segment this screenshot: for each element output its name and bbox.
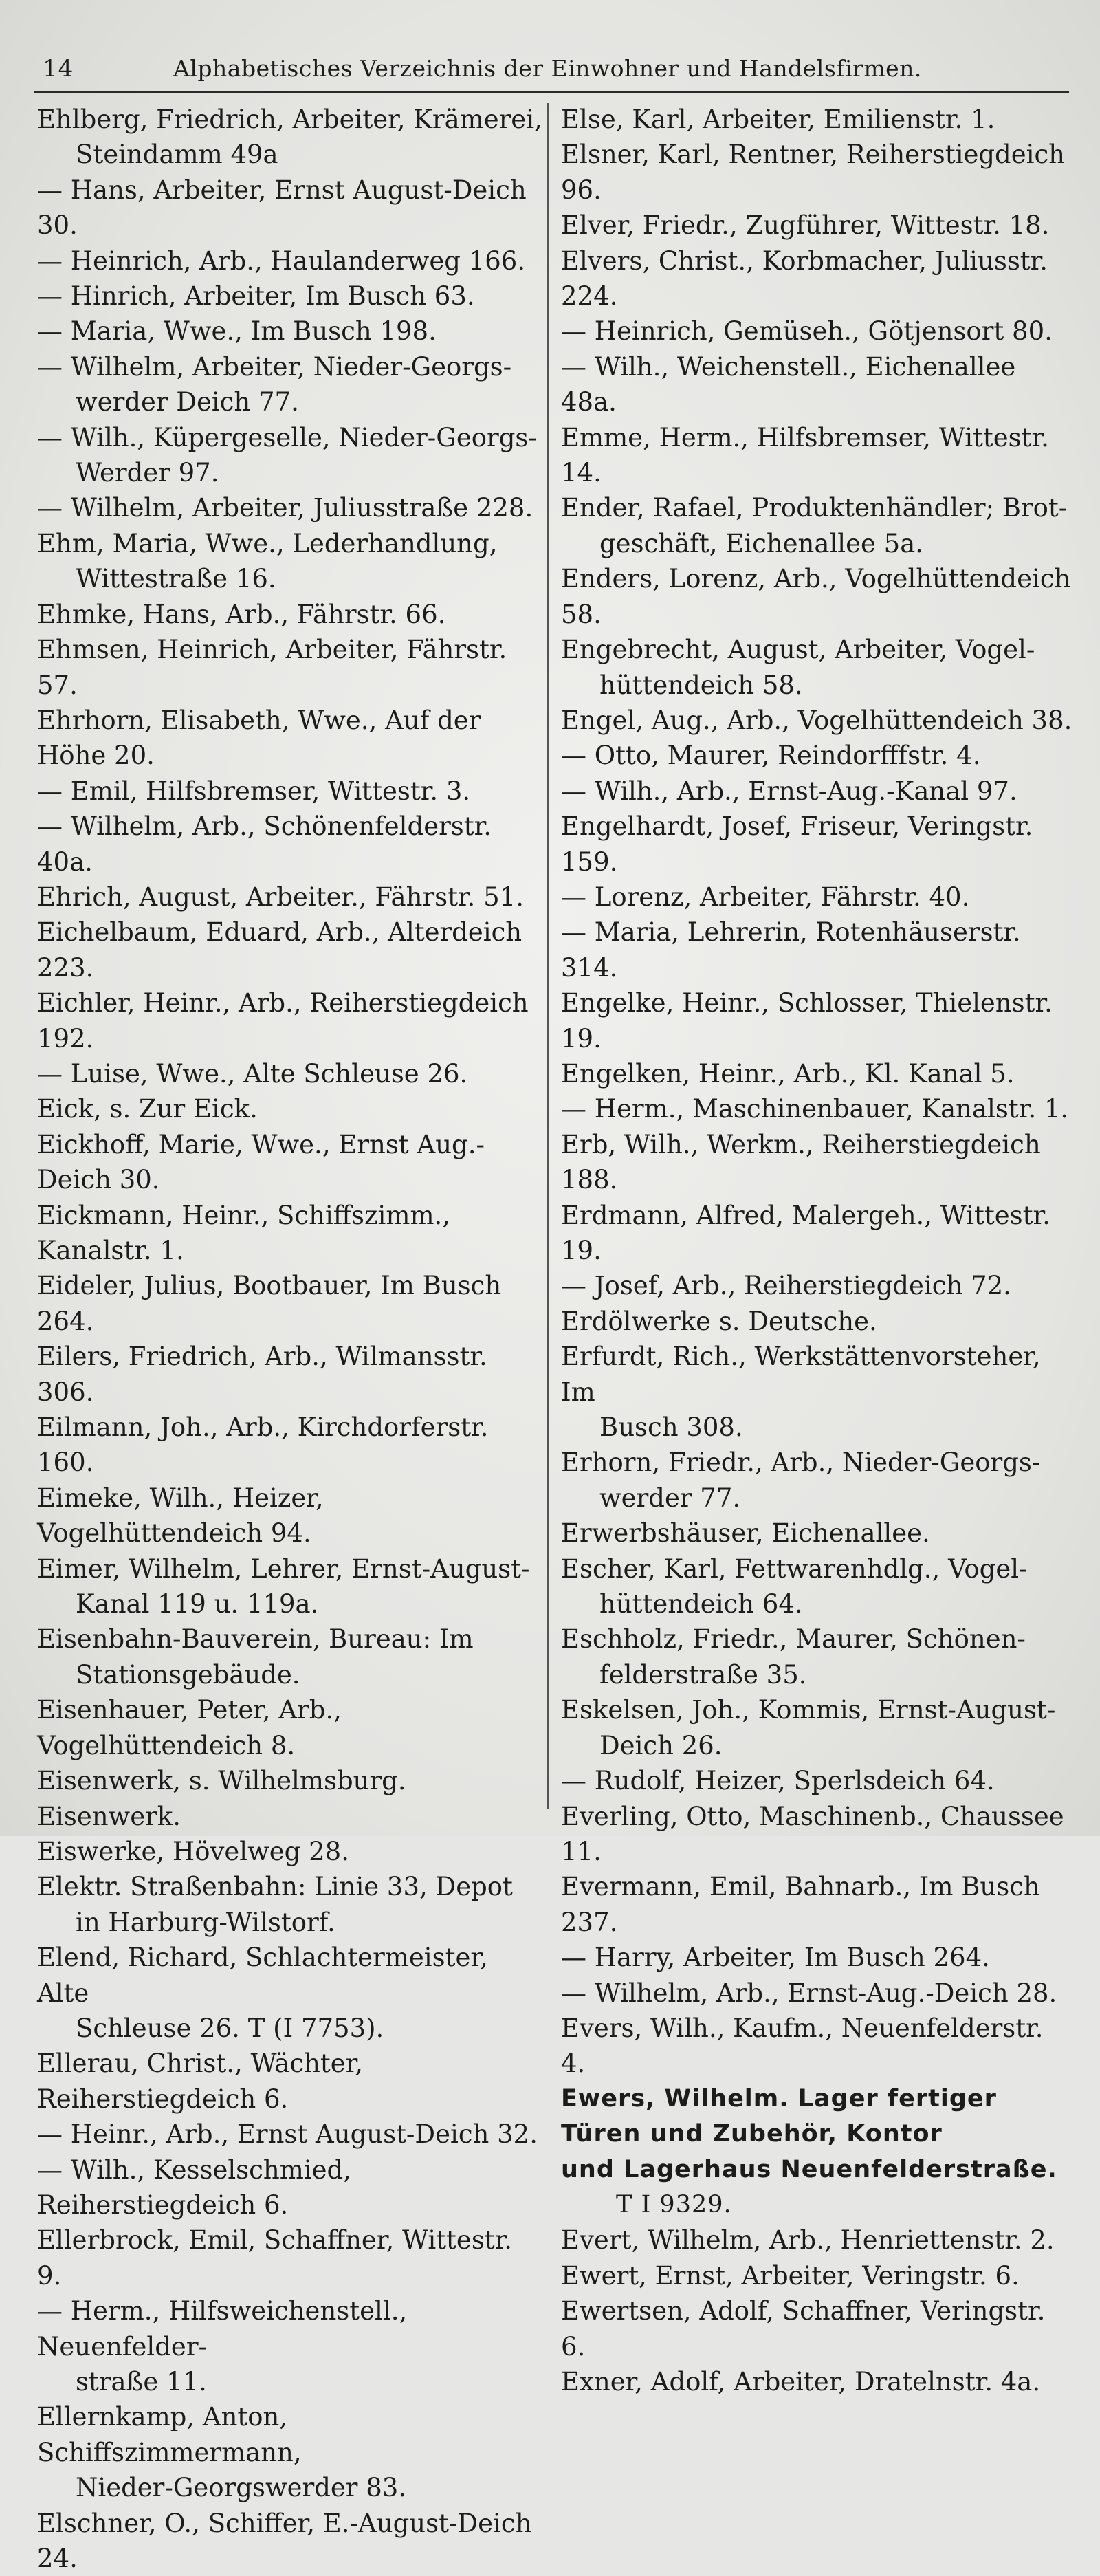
directory-entry — [37, 314, 543, 349]
directory-entry — [561, 1940, 1074, 1975]
directory-entry — [37, 2399, 543, 2505]
entry-line: Eimeke, Wilh., Heizer, Vogelhüttendeich 94. — [37, 1483, 324, 1549]
entry-line: Eiswerke, Hövelweg 28. — [37, 1836, 349, 1866]
entry-line: Elvers, Christ., Korbmacher, Juliusstr. 224. — [561, 245, 1048, 312]
entry-line: Engelhardt, Josef, Friseur, Veringstr. 159. — [561, 811, 1033, 877]
directory-entry — [37, 915, 543, 985]
entry-line: Erdmann, Alfred, Malergeh., Wittestr. 19. — [561, 1200, 1050, 1265]
directory-entry — [561, 1339, 1074, 1445]
directory-entry — [37, 774, 543, 809]
entry-line: — Lorenz, Arbeiter, Fährstr. 40. — [561, 882, 970, 912]
entry-line: Engelken, Heinr., Arb., Kl. Kanal 5. — [561, 1058, 1015, 1089]
directory-entry — [561, 915, 1074, 985]
directory-entry — [561, 2364, 1074, 2399]
entry-continuation: straße 11. — [76, 2367, 207, 2397]
advertisement-ewers — [561, 2082, 1074, 2223]
entry-line: — Maria, Lehrerin, Rotenhäuserstr. 314. — [561, 917, 1021, 983]
directory-entry — [561, 1268, 1074, 1303]
entry-line: Enders, Lorenz, Arb., Vogelhüttendeich 58. — [561, 564, 1071, 629]
advert-line: Ewers, Wilhelm. Lager fertiger — [561, 2084, 997, 2113]
entry-continuation: hüttendeich 58. — [600, 670, 803, 700]
entry-line: Exner, Adolf, Arbeiter, Dratelnstr. 4a. — [561, 2367, 1041, 2397]
advert-phone: T I 9329. — [616, 2190, 732, 2218]
entry-line: Ehrhorn, Elisabeth, Wwe., Auf der Höhe 20. — [37, 705, 481, 771]
entry-line: — Hinrich, Arbeiter, Im Busch 63. — [37, 281, 475, 312]
entry-continuation: Steindamm 49a — [76, 140, 278, 170]
directory-entry — [37, 632, 543, 703]
entry-line: Eideler, Julius, Bootbauer, Im Busch 264. — [37, 1271, 502, 1336]
entry-line: Ehmsen, Heinrich, Arbeiter, Fährstr. 57. — [37, 635, 507, 700]
entry-line: Eilers, Friedrich, Arb., Wilmansstr. 306. — [37, 1342, 487, 1407]
directory-entry — [37, 2046, 543, 2117]
directory-entry — [37, 1410, 543, 1481]
entry-line: — Wilh., Arb., Ernst-Aug.-Kanal 97. — [561, 776, 1018, 806]
entry-continuation: Busch 308. — [600, 1412, 743, 1443]
directory-entry — [37, 2293, 543, 2399]
entry-continuation: Nieder-Georgswerder 83. — [76, 2473, 407, 2503]
directory-entry — [37, 1692, 543, 1763]
entry-line: — Harry, Arbeiter, Im Busch 264. — [561, 1943, 990, 1973]
directory-entry — [37, 1091, 543, 1126]
entry-continuation: hüttendeich 64. — [600, 1589, 803, 1619]
directory-entry — [37, 279, 543, 314]
entry-line: Eichelbaum, Eduard, Arb., Alterdeich 223. — [37, 917, 522, 983]
directory-entry — [37, 1339, 543, 1410]
directory-entry — [37, 349, 543, 420]
directory-entry — [561, 1304, 1074, 1339]
entry-line: — Wilh., Kesselschmied, Reiherstiegdeich 6. — [37, 2154, 351, 2220]
directory-entry — [561, 1091, 1074, 1126]
entry-line: Elend, Richard, Schlachtermeister, Alte — [37, 1943, 488, 2008]
directory-entry — [561, 2223, 1074, 2258]
directory-entry — [37, 102, 543, 173]
directory-entry — [561, 314, 1074, 349]
directory-entry — [561, 1799, 1074, 1870]
directory-entry — [561, 1127, 1074, 1198]
entry-line: — Herm., Maschinenbauer, Kanalstr. 1. — [561, 1094, 1069, 1124]
column-divider — [547, 103, 549, 1809]
directory-entry — [561, 137, 1074, 208]
entry-line: — Heinrich, Arb., Haulanderweg 166. — [37, 245, 526, 276]
advert-line: und Lagerhaus Neuenfelderstraße. — [561, 2155, 1057, 2183]
entry-continuation: Kanal 119 u. 119a. — [76, 1589, 319, 1619]
directory-entry — [561, 774, 1074, 809]
directory-entry — [561, 243, 1074, 314]
entry-line: Eickhoff, Marie, Wwe., Ernst Aug.-Deich 30. — [37, 1129, 485, 1195]
entry-line: — Maria, Wwe., Im Busch 198. — [37, 316, 437, 347]
directory-entry — [561, 985, 1074, 1056]
directory-entry — [561, 738, 1074, 773]
directory-entry — [561, 420, 1074, 491]
entry-line: Ellernkamp, Anton, Schiffszimmermann, — [37, 2402, 302, 2467]
entry-line: Ellerau, Christ., Wächter, Reiherstiegdeich 6. — [37, 2049, 364, 2114]
directory-entry — [37, 1056, 543, 1091]
entry-line: — Herm., Hilfsweichenstell., Neuenfelder- — [37, 2296, 408, 2361]
entry-line: Ellerbrock, Emil, Schaffner, Wittestr. 9. — [37, 2225, 513, 2291]
directory-entry — [561, 561, 1074, 632]
entry-continuation: Wittestraße 16. — [76, 564, 276, 594]
entry-line: Erfurdt, Rich., Werkstättenvorsteher, Im — [561, 1342, 1041, 1407]
entry-continuation: werder 77. — [600, 1483, 741, 1513]
entry-line: — Wilh., Weichenstell., Eichenallee 48a. — [561, 351, 1016, 417]
entry-line: Engebrecht, August, Arbeiter, Vogel- — [561, 635, 1035, 665]
entry-line: Ewert, Ernst, Arbeiter, Veringstr. 6. — [561, 2260, 1020, 2291]
directory-entry — [561, 1976, 1074, 2011]
directory-entry — [37, 1481, 543, 1551]
directory-entry — [561, 1516, 1074, 1551]
directory-entry — [561, 2293, 1074, 2364]
entry-line: Eick, s. Zur Eick. — [37, 1094, 258, 1124]
entry-line: — Hans, Arbeiter, Ernst August-Deich 30. — [37, 175, 527, 241]
entry-line: Elschner, O., Schiffer, E.-August-Deich 24. — [37, 2508, 532, 2574]
directory-entry — [561, 1445, 1074, 1516]
directory-entry — [561, 349, 1074, 420]
entry-line: — Otto, Maurer, Reindorfffstr. 4. — [561, 741, 981, 771]
directory-entry — [37, 703, 543, 774]
directory-entry — [561, 1622, 1074, 1692]
entry-line: Elver, Friedr., Zugführer, Wittestr. 18. — [561, 210, 1050, 241]
entry-line: Erhorn, Friedr., Arb., Nieder-Georgs- — [561, 1448, 1041, 1478]
entry-line: Engel, Aug., Arb., Vogelhüttendeich 38. — [561, 705, 1072, 735]
directory-entry — [37, 1834, 543, 1869]
entry-continuation: Deich 26. — [600, 1730, 723, 1760]
directory-entry — [37, 597, 543, 632]
entry-line: Erwerbshäuser, Eichenallee. — [561, 1518, 930, 1549]
entry-line: Eisenbahn-Bauverein, Bureau: Im — [37, 1624, 474, 1655]
directory-entry — [37, 1940, 543, 2046]
entry-line: — Wilhelm, Arb., Schönenfelderstr. 40a. — [37, 811, 492, 877]
directory-entry — [37, 880, 543, 915]
directory-entry — [561, 880, 1074, 915]
directory-entry — [561, 1198, 1074, 1269]
entry-continuation: Werder 97. — [76, 458, 219, 488]
directory-entry — [561, 102, 1074, 137]
directory-entry — [37, 2223, 543, 2293]
left-column — [37, 102, 543, 2576]
directory-entry — [37, 243, 543, 279]
directory-entry — [37, 809, 543, 880]
directory-entry — [37, 1763, 543, 1834]
entry-line: Ehm, Maria, Wwe., Lederhandlung, — [37, 528, 498, 558]
directory-entry — [37, 490, 543, 525]
entry-line: Engelke, Heinr., Schlosser, Thielenstr. 19. — [561, 988, 1053, 1054]
entry-line: Escher, Karl, Fettwarenhdlg., Vogel- — [561, 1553, 1028, 1584]
entry-continuation: Schleuse 26. T (I 7753). — [76, 2013, 384, 2043]
directory-entry — [37, 420, 543, 491]
directory-entry — [561, 632, 1074, 703]
entry-line: Eickmann, Heinr., Schiffszimm., Kanalstr. 1. — [37, 1200, 451, 1265]
directory-entry — [561, 1056, 1074, 1091]
entry-line: Everling, Otto, Maschinenb., Chaussee 11. — [561, 1801, 1064, 1866]
entry-line: Eisenwerk, s. Wilhelmsburg. Eisenwerk. — [37, 1766, 406, 1831]
entry-line: Evert, Wilhelm, Arb., Henriettenstr. 2. — [561, 2225, 1055, 2256]
directory-entry — [561, 1763, 1074, 1798]
directory-entry — [37, 1622, 543, 1692]
directory-entry — [561, 703, 1074, 738]
directory-entry — [561, 2011, 1074, 2082]
entry-line: Eschholz, Friedr., Maurer, Schönen- — [561, 1624, 1026, 1655]
entry-line: Else, Karl, Arbeiter, Emilienstr. 1. — [561, 105, 996, 134]
directory-entry — [37, 1198, 543, 1269]
directory-entry — [37, 1551, 543, 1622]
directory-entry — [37, 1127, 543, 1198]
entry-line: Eskelsen, Joh., Kommis, Ernst-August- — [561, 1695, 1056, 1725]
entry-line: — Rudolf, Heizer, Sperlsdeich 64. — [561, 1766, 995, 1796]
directory-entry — [561, 490, 1074, 561]
entry-line: — Emil, Hilfsbremser, Wittestr. 3. — [37, 776, 471, 806]
entry-line: Ehlberg, Friedrich, Arbeiter, Krämerei, — [37, 105, 542, 134]
directory-entry — [561, 1692, 1074, 1763]
page-number: 14 — [43, 55, 74, 83]
entry-line: Eimer, Wilhelm, Lehrer, Ernst-August- — [37, 1553, 530, 1584]
right-column — [561, 102, 1074, 2399]
entry-line: — Wilh., Küpergeselle, Nieder-Georgs- — [37, 422, 537, 452]
header-rule — [34, 91, 1069, 93]
entry-continuation: felderstraße 35. — [600, 1659, 807, 1690]
entry-line: Ehmke, Hans, Arb., Fährstr. 66. — [37, 599, 446, 629]
entry-continuation: geschäft, Eichenallee 5a. — [600, 528, 924, 558]
directory-entry — [561, 208, 1074, 243]
directory-entry — [561, 2258, 1074, 2293]
entry-line: Emme, Herm., Hilfsbremser, Wittestr. 14. — [561, 422, 1049, 488]
entry-line: — Wilhelm, Arbeiter, Juliusstraße 228. — [37, 493, 534, 523]
directory-entry — [37, 2152, 543, 2223]
entry-line: Evermann, Emil, Bahnarb., Im Busch 237. — [561, 1872, 1040, 1937]
directory-entry — [37, 526, 543, 597]
directory-entry — [37, 173, 543, 243]
entry-line: Eichler, Heinr., Arb., Reiherstiegdeich 192. — [37, 988, 529, 1054]
directory-entry — [561, 1551, 1074, 1622]
entry-line: Ewertsen, Adolf, Schaffner, Veringstr. 6. — [561, 2296, 1046, 2361]
entry-line: — Heinr., Arb., Ernst August-Deich 32. — [37, 2119, 538, 2150]
entry-line: Ehrich, August, Arbeiter., Fährstr. 51. — [37, 882, 524, 912]
directory-entry — [37, 2117, 543, 2152]
directory-entry — [37, 2506, 543, 2576]
entry-line: — Wilhelm, Arbeiter, Nieder-Georgs- — [37, 351, 512, 382]
directory-entry — [37, 1268, 543, 1339]
entry-line: — Wilhelm, Arb., Ernst-Aug.-Deich 28. — [561, 1978, 1057, 2008]
directory-entry — [561, 1869, 1074, 1940]
directory-entry — [37, 985, 543, 1056]
entry-continuation: Stationsgebäude. — [76, 1659, 300, 1690]
entry-line: Ender, Rafael, Produktenhändler; Brot- — [561, 493, 1068, 523]
running-title: Alphabetisches Verzeichnis der Einwohner und Handelsfirmen. — [173, 55, 922, 82]
entry-line: Eilmann, Joh., Arb., Kirchdorferstr. 160. — [37, 1412, 489, 1478]
entry-line: Elsner, Karl, Rentner, Reiherstiegdeich 96. — [561, 140, 1066, 205]
entry-line: Evers, Wilh., Kaufm., Neuenfelderstr. 4. — [561, 2013, 1044, 2079]
entry-line: — Luise, Wwe., Alte Schleuse 26. — [37, 1058, 468, 1089]
entry-line: Erdölwerke s. Deutsche. — [561, 1306, 877, 1336]
advert-line: Türen und Zubehör, Kontor — [561, 2120, 943, 2148]
page-header — [36, 50, 1067, 88]
entry-line: Elektr. Straßenbahn: Linie 33, Depot — [37, 1872, 513, 1902]
directory-entry — [37, 1869, 543, 1940]
entry-continuation: werder Deich 77. — [76, 387, 299, 417]
directory-entry — [561, 809, 1074, 880]
entry-line: — Heinrich, Gemüseh., Götjensort 80. — [561, 316, 1053, 347]
entry-continuation: in Harburg-Wilstorf. — [76, 1907, 336, 1937]
entry-line: Erb, Wilh., Werkm., Reiherstiegdeich 188. — [561, 1129, 1041, 1195]
entry-line: Eisenhauer, Peter, Arb., Vogelhüttendeich 8. — [37, 1695, 342, 1760]
entry-line: — Josef, Arb., Reiherstiegdeich 72. — [561, 1271, 1011, 1301]
